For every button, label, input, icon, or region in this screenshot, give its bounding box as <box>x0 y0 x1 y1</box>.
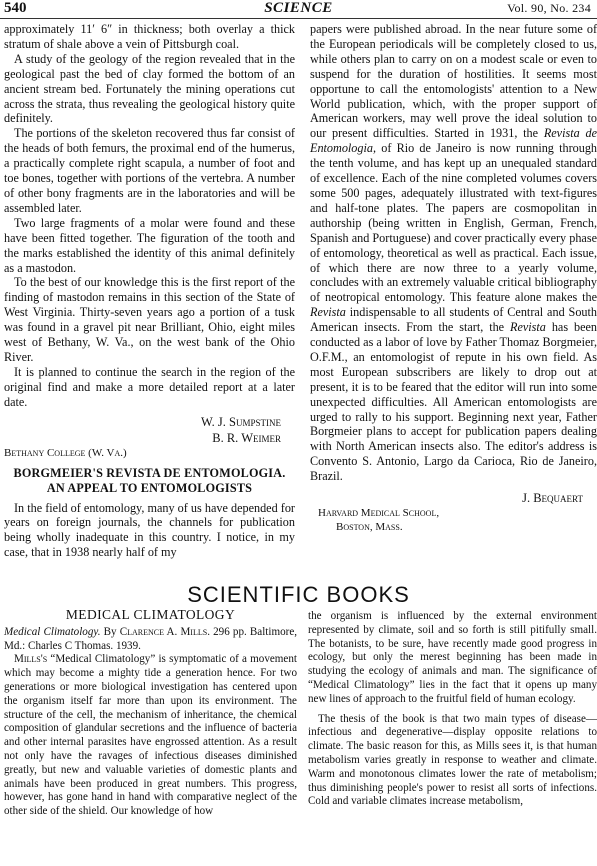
text-run: of Rio de Janeiro is now running through the tenth volume, and has kept up an unequaled standard of excellence. Each of the nine completed volumes covers some 500 pages, adequately illustrated with text-figures and half-tone plates. The papers are cosmopolitan in authorship (being written in English, German, French, Spanish and Portuguese) and cover practically every phase of entomology, theoretical as well as practical. Each issue, of which there are now three to a yearly volume, concludes with an extremely valuable critical bibliography of neotropical entomology. This feature alone makes the <box>310 141 597 305</box>
book-author: Clarence A. Mills. <box>119 625 210 638</box>
author-signature: B. R. Weimer <box>212 430 281 445</box>
section-title: SCIENTIFIC BOOKS <box>187 582 410 607</box>
right-column <box>310 22 597 534</box>
paragraph: It is planned to continue the search in the region of the original find and make a more detailed report at a later date. <box>4 364 295 409</box>
author-affiliation: Boston, Mass. <box>336 521 403 534</box>
paragraph: approximately 11′ 6″ in thickness; both overlay a thick stratum of shale above a vein of Pittsburgh coal. <box>4 22 295 51</box>
books-left-column <box>4 608 297 819</box>
paragraph: To the best of our knowledge this is the first report of the finding of mastodon remains in this section of the State of West Virginia. Thirty-seven years ago a portion of a tusk was found in a gravel pit near Brilliant, Ohio, eight miles west of Bethany, W. Va., on the west bank of the Ohio River. <box>4 275 295 364</box>
author-signature: J. Bequaert <box>522 491 583 506</box>
author-affiliation: Bethany College (W. Va.) <box>4 446 127 459</box>
book-citation <box>4 626 297 654</box>
volume-number: Vol. 90, No. 234 <box>507 1 591 15</box>
author-signature: W. J. Sumpstine <box>201 414 281 429</box>
text-run: indispensable to all students of Central and South American insects. From the start, the <box>310 305 597 335</box>
paragraph: A study of the geology of the region revealed that in the geological past the bed of clay formed the bottom of an ancient stream bed. Fortunately the mining operations cut across the strata, thus revealing the geological history quite definitely. <box>4 51 295 126</box>
paragraph: In the field of entomology, many of us have depended for years on foreign journals, the channels for publication being wholly inadequate in this country. I notice, in my case, that in 1938 nearly half of my <box>4 500 295 560</box>
author-affiliation: Harvard Medical School, <box>318 507 440 520</box>
section-heading: BORGMEIER'S REVISTA DE ENTOMOLOGIA. <box>13 465 286 480</box>
paragraph: The portions of the skeleton recovered thus far consist of the heads of both femurs, the proximal end of the humerus, a practically complete right scapula, a number of foot and toe bones, together with portions of the vertebra. A number of other bony fragments are in the laboratories and will be assembled later. <box>4 126 295 215</box>
lead-name: Mills's <box>14 653 48 666</box>
left-column <box>4 22 295 560</box>
journal-name: SCIENCE <box>264 0 333 16</box>
header-rule <box>0 18 597 19</box>
journal-title: Revista <box>310 305 346 320</box>
text-run: has been conducted as a labor of love by Father Thomaz Borgmeier, O.F.M., an entomologist of repute in his own field. As most European subscribers are likely to drop out at present, it is to be feared that the editor will run into some unexpected difficulties. All American entomologists are urged to rally to his support. Beginning next year, Father Borgmeier plans to accept for publication papers dealing with North American insects also. The editor's address is Convento S. Antonio, Largo da Carioca, Rio de Janeiro, Brazil. <box>310 320 597 484</box>
text-run: By <box>103 625 117 638</box>
page-number: 540 <box>4 0 27 16</box>
paragraph: The thesis of the book is that two main types of disease—infectious and degenerative—display opposite relations to climate. The basic reason for this, as Mills sees it, is that human metabolism varies greatly in response to weather and climate. Warm and monotonous climates lower the rate of metabolism; thus diminishing people's power to resist all sorts of infections. Cold and variable climates increase metabolism, <box>308 712 597 808</box>
text-run: “Medical Climatology” is symptomatic of a movement which may become a mighty tide a generation hence. For two generations or more biological investigation has centered upon the organism itself far more than upon its environment. The structure of the cell, the mechanism of inheritance, the chemical composition of glandular secretions and the influence of bacteria and other internal parasites have engrossed attention. As a result not only have the ravages of infectious diseases diminished greatly, but new and valuable varieties of domestic plants and animals have been produced in great numbers. This progress, however, has gone hand in hand with comparative neglect of the other side of the shield. Our knowledge of how <box>4 653 297 818</box>
text-run: 296 pp. Baltimore, Md.: Charles C Thomas. 1939. <box>4 625 298 652</box>
paragraph: Two large fragments of a molar were found and these have been fitted together. The figuration of the tooth and the marks established the identity of this animal definitely as a mastodon. <box>4 215 295 275</box>
text-run: papers were published abroad. In the near future some of the European periodicals will be completely closed to us, while others plan to carry on on a modest scale or even to suspend for the duration of hostilities. It seems most opportune to call the entomologists' attention to a New World publication, which, with the proper support of American workers, may well prove the ideal solution to our present difficulties. Started in 1931, the <box>310 22 597 141</box>
books-right-column <box>308 610 597 809</box>
journal-title: Revista de Entomologia, <box>310 126 597 156</box>
review-heading: MEDICAL CLIMATOLOGY <box>65 607 236 622</box>
book-title: Medical Climatology. <box>4 625 101 638</box>
section-heading: AN APPEAL TO ENTOMOLOGISTS <box>46 480 253 495</box>
paragraph: the organism is influenced by the external environment represented by climate, soil and so forth is still pitifully small. The botanists, to be sure, have recently made good progress in ecology, but only the merest beginning has been made in studying the ecology of animals and man. The significance of “Medical Climatology” lies in the fact that it opens up many new lines of approach to the fruitful field of human ecology. <box>308 610 597 705</box>
journal-title: Revista <box>510 320 546 335</box>
paragraph <box>4 653 297 819</box>
paragraph <box>310 22 597 484</box>
